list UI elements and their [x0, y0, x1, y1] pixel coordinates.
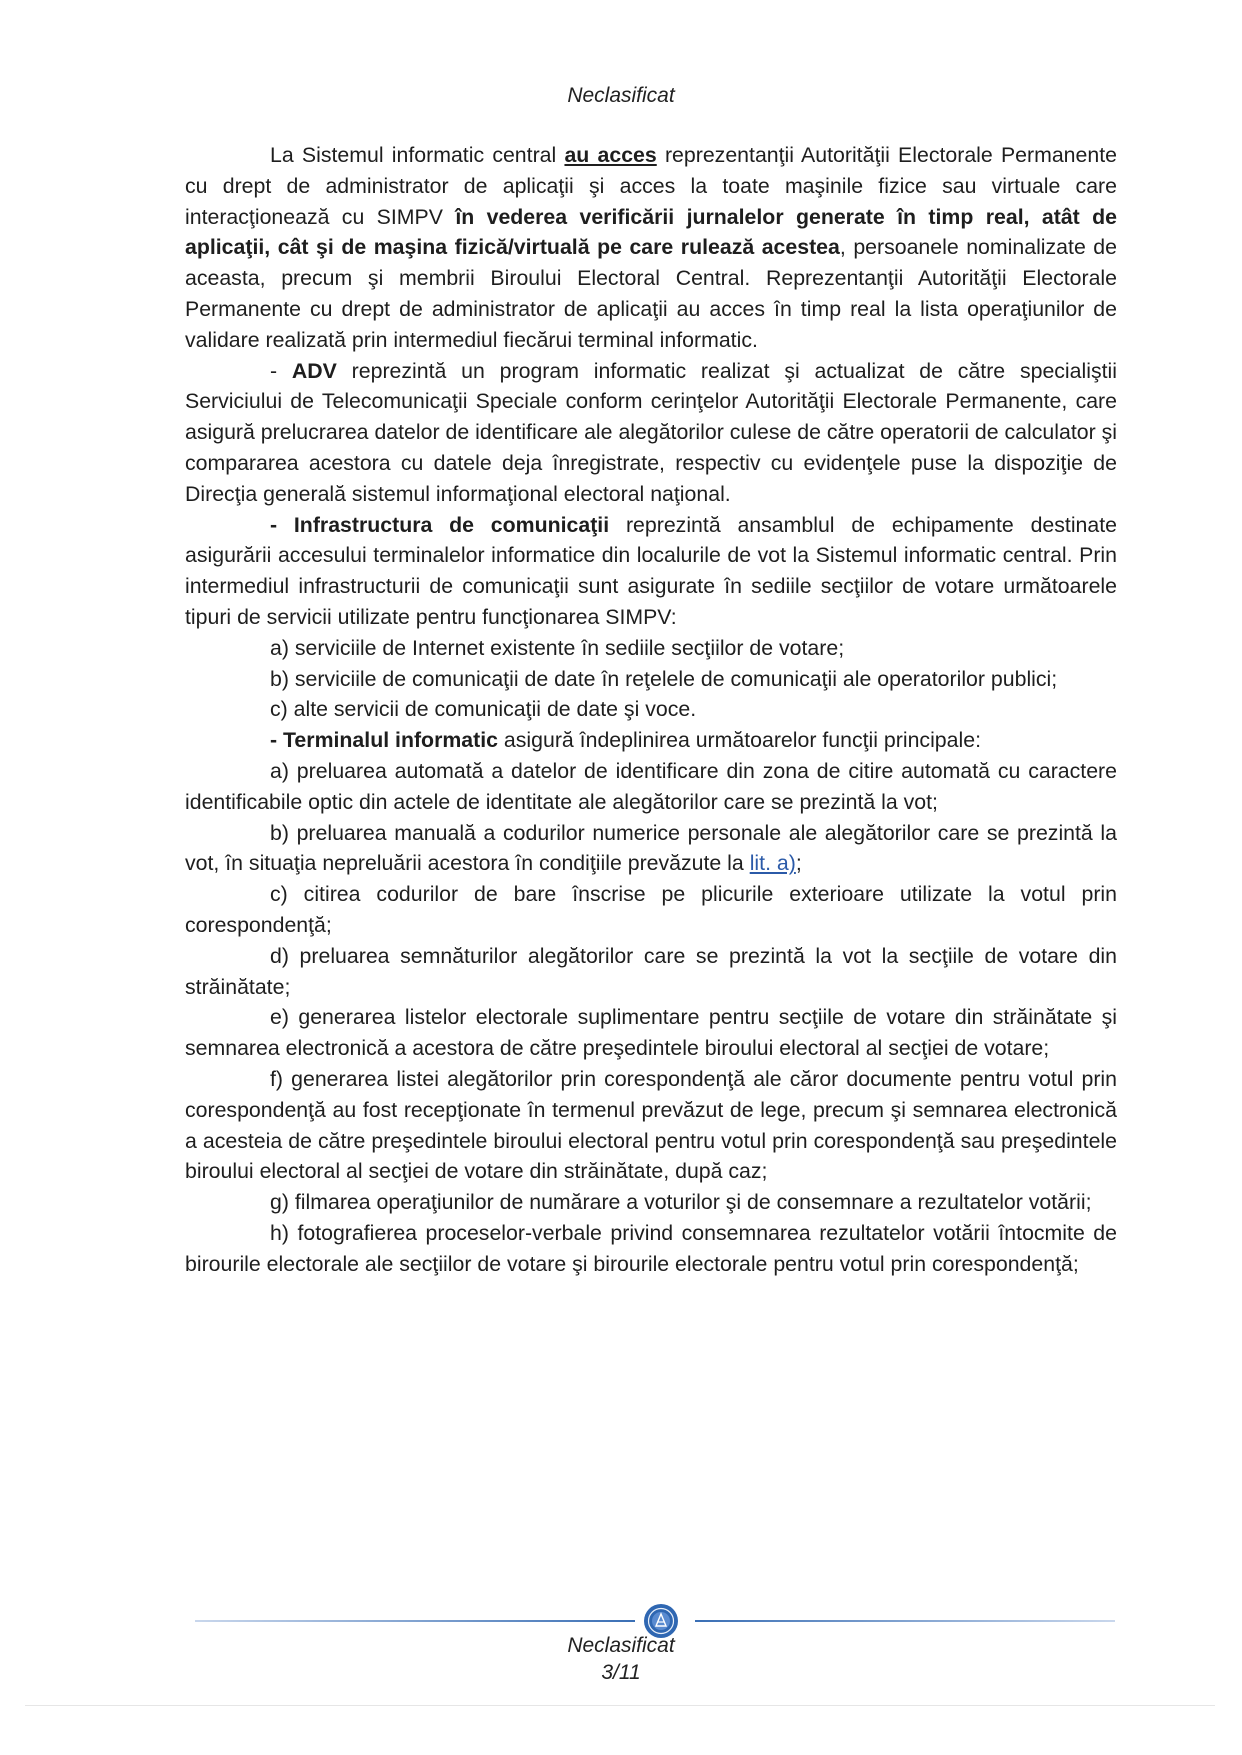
footer-divider-right [695, 1620, 1115, 1622]
infra-item-c: c) alte servicii de comunicaţii de date şi voce. [270, 697, 697, 722]
paragraph-intro [185, 140, 1117, 356]
infra-item-b: b) serviciile de comunicaţii de date în reţelele de comunicaţii ale operatorilor publici; [270, 666, 1058, 691]
terminal-text: asigură îndeplinirea următoarelor funcţii principale: [498, 728, 981, 753]
terminal-term: - Terminalul informatic [270, 728, 498, 753]
paragraph-adv [185, 356, 1117, 510]
intro-text-3: reprezentanţii Autorităţii Electorale Permanente cu drept de administrator de aplicaţii şi acces la toate maşinile fizice sau virtuale care interacţionează cu SIMPV [185, 143, 1117, 229]
infra-text: reprezintă ansamblul de echipamente destinate asigurării accesului terminalelor informatice din localurile de vot la Sistemul informatic central. Prin intermediul infrastructurii de comunicaţii sunt asigurate în sediile secţiilor de votare următoarele tipuri de servicii utilizate pentru funcţionarea SIMPV: [185, 512, 1118, 629]
terminal-item-c: c) citirea codurilor de bare înscrise pe plicurile exterioare utilizate la votul prin corespondenţă; [185, 882, 1117, 937]
terminal-item-e: e) generarea listelor electorale suplimentare pentru secţiile de votare din străinătate şi semnarea electronică a acestora de către preşedintele biroului electoral al secţiei de votare; [185, 1005, 1117, 1061]
intro-text-1: La Sistemul informatic central [270, 143, 565, 167]
paragraph-terminal [185, 725, 1117, 756]
intro-text-5: , persoanele nominalizate de aceasta, precum şi membrii Biroului Electoral Central. Reprezentanţii Autorităţii Electorale Permanente cu drept de administrator de aplicaţii au acces în timp real la lista operaţiunilor de validare realizată prin intermediul fiecărui terminal informatic. [185, 235, 1117, 352]
footer-divider-left [195, 1620, 635, 1622]
paragraph-infrastructure [185, 510, 1117, 633]
intro-bold-text: în vederea verificării jurnalelor generate în timp real, atât de aplicaţii, cât şi de maşina fizică/virtuală pe care rulează acestea [185, 204, 1117, 260]
terminal-item-b-text: b) preluarea manuală a codurilor numerice personale ale alegătorilor care se prezintă la vot, în situaţia nepreluării acestora în condiţiile prevăzute la [185, 820, 1117, 876]
terminal-item-a: a) preluarea automată a datelor de identificare din zona de citire automată cu caractere identificabile optic din actele de identitate ale alegătorilor care se prezintă la vot; [185, 758, 1117, 814]
terminal-item-b-end: ; [795, 851, 802, 876]
terminal-item-h: h) fotografierea proceselor-verbale privind consemnarea rezultatelor votării întocmite de birourile electorale ale secţiilor de votare şi birourile electorale pentru votul prin corespondenţă; [185, 1220, 1117, 1276]
scan-edge-line [25, 1705, 1215, 1706]
lit-a-link[interactable]: lit. a) [749, 851, 796, 876]
terminal-item-g: g) filmarea operaţiunilor de numărare a voturilor şi de consemnare a rezultatelor votării; [270, 1190, 1092, 1215]
footer-classification: Neclasificat [567, 1634, 675, 1657]
terminal-item-b [185, 818, 1117, 880]
infra-term: - Infrastructura de comunicaţii [270, 512, 610, 537]
adv-dash: - [270, 358, 292, 383]
header-classification: Neclasificat [567, 84, 675, 107]
infra-item-a: a) serviciile de Internet existente în sediile secţiilor de votare; [270, 635, 845, 660]
terminal-item-f: f) generarea listei alegătorilor prin corespondenţă ale căror documente pentru votul prin corespondenţă au fost recepţionate în termenul prevăzut de lege, precum şi semnarea electronică a acesteia de către preşedintele biroului electoral pentru votul prin corespondenţă sau preşedintele biroului electoral al secţiei de votare din străinătate, după caz; [185, 1066, 1117, 1184]
page-number: 3/11 [601, 1661, 641, 1684]
adv-term: ADV [291, 358, 337, 383]
document-body [185, 140, 1117, 1279]
adv-text: reprezintă un program informatic realizat şi actualizat de către specialiştii Serviciului de Telecomunicaţii Speciale conform cerinţelor Autorităţii Electorale Permanente, care asigură prelucrarea datelor de identificare ale alegătorilor culese de către operatorii de calculator şi compararea acestora cu datele deja înregistrate, respectiv cu evidenţele puse la dispoziţie de Direcţia generală sistemul informaţional electoral naţional. [185, 358, 1118, 506]
intro-emphasis-au-acces: au acces [564, 143, 657, 167]
terminal-item-d: d) preluarea semnăturilor alegătorilor care se prezintă la vot la secţiile de votare din străinătate; [185, 943, 1117, 999]
